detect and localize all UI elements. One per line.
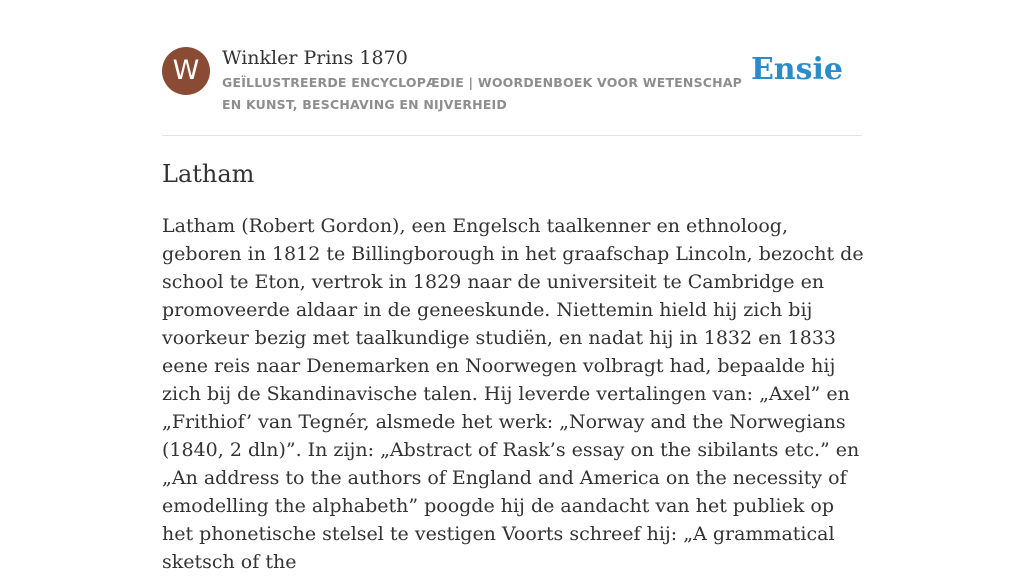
publication-header: [162, 46, 862, 116]
entry-title: Latham: [162, 160, 255, 188]
publication-title[interactable]: Winkler Prins 1870: [222, 47, 408, 69]
ensie-logo-link[interactable]: Ensie: [750, 52, 843, 87]
entry-body: Latham (Robert Gordon), een Engelsch taalkenner en ethnoloog, geboren in 1812 te Billingborough in het graafschap Lincoln, bezocht de school te Eton, vertrok in 1829 naar de universiteit te Cambridge en promoveerde aldaar in de geneeskunde. Niettemin hield hij zich bij voorkeur bezig met taalkundige studiën, en nadat hij in 1832 en 1833 eene reis naar Denemarken en Noorwegen volbragt had, bepaalde hij zich bij de Skandinavische talen. Hij leverde vertalingen van: „Axel” en „Frithiof’ van Tegnér, alsmede het werk: „Norway and the Norwegians (1840, 2 dln)”. In zijn: „Abstract of Rask’s essay on the sibilants etc.” en „An address to the authors of England and America on the necessity of emodelling the alphabeth” poogde hij de aandacht van het publiek op het phonetische stelsel te vestigen Voorts schreef hij: „A grammatical sketsch of the: [162, 215, 864, 573]
publication-subtitle: GEÏLLUSTREERDE ENCYCLOPÆDIE | WOORDENBOEK VOOR WETENSCHAP EN KUNST, BESCHAVING EN NIJVERHEID: [222, 75, 743, 112]
header-divider: [162, 135, 862, 136]
publication-avatar[interactable]: W: [162, 47, 210, 95]
